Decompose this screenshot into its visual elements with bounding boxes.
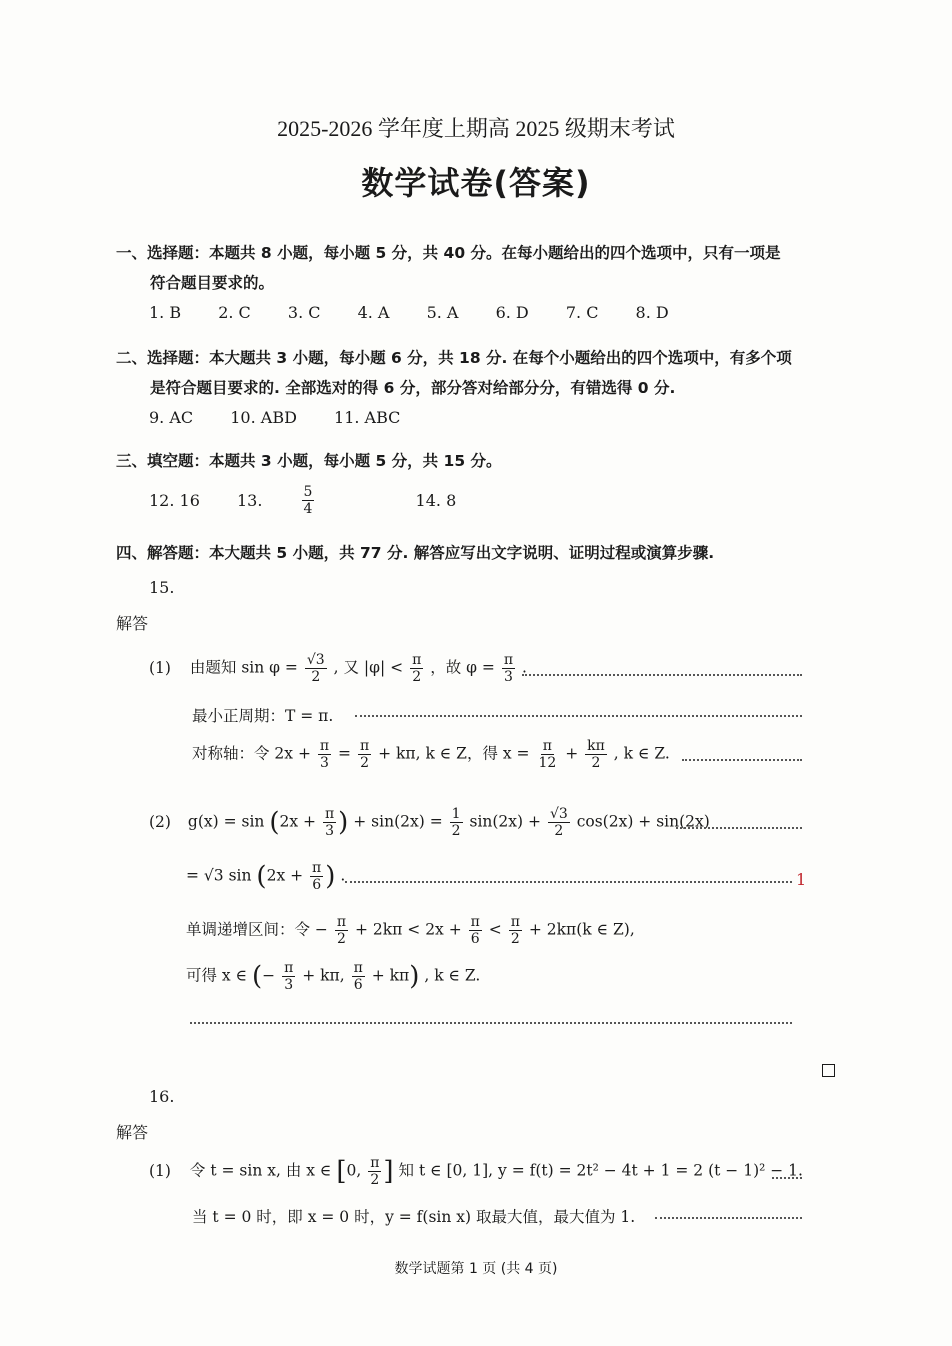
q15-p1-text-c: ，故 φ = [430, 658, 495, 677]
q15-pi-over-2 [335, 914, 348, 947]
q16-l1-text-c: 知 t ∈ [0, 1], y = f(t) = 2t² − 4t + 1 = 2 (t − 1)² − 1. [398, 1161, 803, 1180]
numerator: π [359, 738, 370, 754]
numerator: π [336, 914, 347, 930]
q15-axis-text-a: 对称轴：令 2x + [192, 744, 311, 763]
section2-heading [116, 343, 792, 403]
paper-title: 数学试卷(答案) [361, 164, 591, 202]
numerator: π [312, 860, 322, 876]
section1-line2: 符合题目要求的。 [150, 274, 275, 292]
answer-4: 4. A [357, 303, 390, 322]
q16-l1-text-a: 令 t = sin x, 由 x ∈ [189, 1161, 332, 1180]
section3-heading: 三、填空题：本题共 3 小题，每小题 5 分，共 15 分。 [116, 452, 502, 470]
q15-pi-over-3 [318, 738, 331, 771]
question-16-solution-label: 解答 [116, 1123, 149, 1142]
question-16-number: 16. [149, 1087, 175, 1106]
answer-10: 10. ABD [230, 408, 297, 427]
q16-part1-line2: 当 t = 0 时，即 x = 0 时，y = f(sin x) 取最大值，最大值为 1. [192, 1208, 636, 1226]
right-paren: ) [338, 807, 349, 838]
denominator: 2 [412, 669, 422, 685]
q15-axis-text-d: + [565, 744, 579, 763]
q15-res-text-a: 可得 x ∈ [186, 966, 248, 985]
right-paren: ) [325, 861, 336, 892]
q15-g-text-c: + sin(2x) = [353, 812, 443, 831]
question-15-solution-label: 解答 [116, 614, 149, 633]
q16-p1-label: (1) [149, 1161, 171, 1180]
q15-res-text-c: + kπ, [302, 966, 345, 985]
section1-answers [149, 303, 701, 322]
answer-12: 12. 16 [149, 491, 200, 510]
numerator: √3 [549, 806, 568, 822]
denominator: 2 [337, 931, 346, 947]
dotted-leader [355, 715, 802, 717]
q15-g-text-d: sin(2x) + [469, 812, 541, 831]
q15-period-line: 最小正周期：T = π. [192, 707, 334, 725]
q15-pi-over-12 [536, 738, 558, 771]
numerator: π [370, 1155, 380, 1171]
q15-part2-line2 [186, 860, 345, 893]
answer-14: 14. 8 [415, 491, 457, 510]
numerator: kπ [587, 738, 605, 754]
denominator: 2 [311, 669, 321, 685]
dotted-leader [682, 759, 802, 761]
numerator: π [470, 914, 480, 930]
denominator: 3 [325, 823, 335, 839]
q15-result-line [186, 960, 480, 993]
denominator: 6 [470, 931, 480, 947]
fraction-denominator: 4 [303, 501, 313, 517]
denominator: 2 [554, 823, 564, 839]
numerator: √3 [306, 652, 325, 668]
numerator: π [503, 652, 514, 668]
left-paren: ( [256, 861, 267, 892]
denominator: 3 [284, 977, 294, 993]
answer-13 [236, 484, 384, 517]
fraction-numerator: 5 [303, 484, 313, 500]
q15-pi-over-2 [509, 914, 522, 947]
answer-2: 2. C [218, 303, 251, 322]
q15-sqrt3-over-2 [305, 652, 327, 685]
denominator: 2 [591, 755, 601, 771]
denominator: 12 [538, 755, 557, 771]
question-15-number: 15. [149, 578, 175, 597]
section1-heading [116, 238, 781, 298]
answer-13-label: 13. [236, 491, 263, 510]
q15-mono-text-a: 单调递增区间：令 − [186, 920, 328, 939]
answer-1: 1. B [149, 303, 182, 322]
answer-11: 11. ABC [334, 408, 401, 427]
q15-g-text-b: 2x + [279, 812, 317, 831]
answer-6: 6. D [495, 303, 529, 322]
exam-title: 2025-2026 学年度上期高 2025 级期末考试 [277, 116, 675, 141]
q15-axis-text-c: + kπ, k ∈ Z，得 x = [378, 744, 530, 763]
q15-pi-over-3 [502, 652, 515, 685]
q15-eq2-text-c: . [340, 866, 346, 885]
answer-5: 5. A [426, 303, 459, 322]
q15-part2-line1 [149, 806, 710, 839]
q16-l1-text-b: 0, [346, 1161, 362, 1180]
denominator: 6 [312, 877, 322, 893]
section2-line2: 是符合题目要求的. 全部选对的得 6 分，部分答对给部分分，有错选得 0 分. [150, 379, 676, 397]
section2-answers [149, 408, 432, 427]
dotted-leader [772, 1177, 802, 1179]
q15-mono-text-c: < [488, 920, 502, 939]
denominator: 3 [320, 755, 329, 771]
denominator: 3 [504, 669, 513, 685]
left-paren: ( [252, 961, 263, 992]
dotted-leader [676, 827, 802, 829]
q15-eq2-text-a: = √3 sin [186, 866, 252, 885]
q15-p1-text-d: . [522, 658, 527, 677]
answer-9: 9. AC [149, 408, 194, 427]
section3-answers [149, 484, 488, 517]
q15-sqrt3-over-2 [548, 806, 570, 839]
numerator: π [510, 914, 520, 930]
q15-g-text-a: g(x) = sin [187, 812, 265, 831]
section2-line1: 二、选择题：本大题共 3 小题，每小题 6 分，共 18 分. 在每个小题给出的四个选项中，有多个项 [116, 349, 792, 367]
answer-8: 8. D [635, 303, 669, 322]
q15-p1-label: (1) [149, 658, 171, 677]
q15-axis-line [192, 738, 670, 771]
q15-pi-over-6 [469, 914, 482, 947]
answer-3: 3. C [287, 303, 321, 322]
q15-p1-text-a: 由题知 sin φ = [189, 658, 298, 677]
page-footer: 数学试题第 1 页 (共 4 页) [394, 1261, 558, 1277]
q15-mono-text-d: + 2kπ(k ∈ Z), [528, 920, 635, 939]
section4-heading: 四、解答题：本大题共 5 小题，共 77 分. 解答应写出文字说明、证明过程或演算步骤. [116, 544, 715, 562]
right-paren: ) [409, 961, 420, 992]
dotted-leader [345, 881, 792, 883]
answer-13-fraction [302, 484, 347, 517]
right-bracket: ] [383, 1156, 394, 1187]
q15-res-text-b: − [262, 966, 276, 985]
q15-pi-over-6 [310, 860, 323, 893]
q15-pi-over-6 [352, 960, 365, 993]
qed-box-icon [822, 1064, 835, 1077]
q15-pi-over-3 [282, 960, 295, 993]
left-bracket: [ [336, 1156, 347, 1187]
q16-pi-over-2 [368, 1155, 381, 1188]
q15-part1-line1 [149, 652, 527, 685]
dotted-leader [655, 1217, 802, 1219]
q15-p2-label: (2) [149, 812, 171, 831]
q15-pi-over-3 [323, 806, 336, 839]
denominator: 2 [370, 1172, 380, 1188]
q16-part1-line1 [149, 1155, 803, 1188]
numerator: π [284, 960, 294, 976]
dotted-leader [522, 674, 802, 676]
numerator: π [319, 738, 330, 754]
q15-g-text-e: cos(2x) + sin(2x) [576, 812, 710, 831]
q15-eq2-text-b: 2x + [266, 866, 304, 885]
numerator: π [353, 960, 363, 976]
denominator: 2 [451, 823, 461, 839]
q15-axis-text-b: = [338, 744, 352, 763]
denominator: 2 [510, 931, 520, 947]
q15-res-text-e: , k ∈ Z. [424, 966, 481, 985]
q15-kpi-over-2 [585, 738, 607, 771]
numerator: π [324, 806, 335, 822]
denominator: 6 [353, 977, 363, 993]
q15-pi-over-2 [358, 738, 371, 771]
q15-mono-text-b: + 2kπ < 2x + [355, 920, 462, 939]
q15-res-text-d: + kπ [371, 966, 410, 985]
numerator: π [412, 652, 422, 668]
left-paren: ( [269, 807, 280, 838]
q15-one-half [450, 806, 463, 839]
q15-p1-text-b: , 又 |φ| < [333, 658, 404, 677]
answer-7: 7. C [565, 303, 599, 322]
q15-monotone-line [186, 914, 635, 947]
denominator: 2 [360, 755, 370, 771]
score-mark: 1 [796, 870, 807, 889]
numerator: 1 [451, 806, 461, 822]
section1-line1: 一、选择题：本题共 8 小题，每小题 5 分，共 40 分。在每小题给出的四个选项中，只有一项是 [116, 244, 781, 262]
dotted-leader [190, 1022, 792, 1024]
q15-pi-over-2 [410, 652, 423, 685]
numerator: π [542, 738, 552, 754]
q15-axis-text-e: , k ∈ Z. [613, 744, 670, 763]
